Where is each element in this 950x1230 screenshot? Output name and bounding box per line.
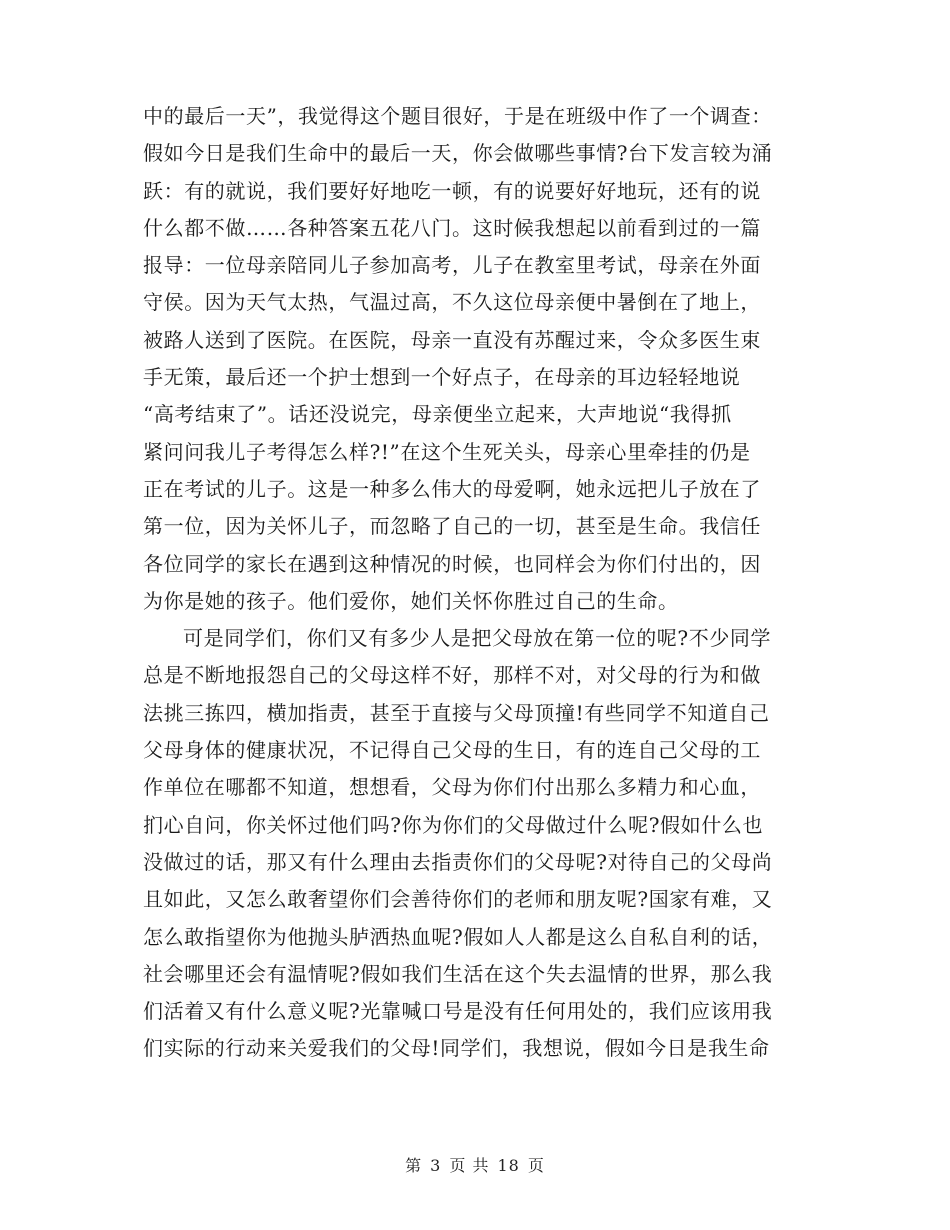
text-line: 假如今日是我们生命中的最后一天，你会做哪些事情?台下发言较为涌: [143, 141, 773, 166]
text-line: 且如此，又怎么敢奢望你们会善待你们的老师和朋友呢?国家有难，又: [143, 887, 773, 912]
paragraph-start-line: 可是同学们，你们又有多少人是把父母放在第一位的呢?不少同学: [183, 626, 772, 651]
text-line: 各位同学的家长在遇到这种情况的时候，也同样会为你们付出的，因: [143, 551, 761, 576]
document-body: [143, 98, 815, 1068]
text-line: 为你是她的孩子。他们爱你，她们关怀你胜过自己的生命。: [143, 588, 679, 613]
text-line: 紧问问我儿子考得怎么样?!”在这个生死关头，母亲心里牵挂的仍是: [143, 439, 751, 464]
text-line: 跃：有的就说，我们要好好地吃一顿，有的说要好好地玩，还有的说: [143, 178, 761, 203]
text-line: 扪心自问，你关怀过他们吗?你为你们的父母做过什么呢?假如什么也: [143, 812, 764, 837]
page-label-mid: 页 共: [449, 1156, 490, 1175]
text-line: 报导：一位母亲陪同儿子参加高考，儿子在教室里考试，母亲在外面: [143, 253, 761, 278]
text-line: 什么都不做……各种答案五花八门。这时候我想起以前看到过的一篇: [143, 215, 761, 240]
text-line: 被路人送到了医院。在医院，母亲一直没有苏醒过来，令众多医生束: [143, 327, 761, 352]
text-line: “高考结束了”。话还没说完，母亲便坐立起来，大声地说“我得抓: [143, 402, 732, 427]
text-line: 父母身体的健康状况，不记得自己父母的生日，有的连自己父母的工: [143, 738, 761, 763]
total-pages-number: 18: [497, 1156, 520, 1175]
text-line: 没做过的话，那又有什么理由去指责你们的父母呢?对待自己的父母尚: [143, 849, 773, 874]
text-line: 作单位在哪都不知道，想想看，父母为你们付出那么多精力和心血，: [143, 775, 761, 800]
page-label-suffix: 页: [527, 1156, 545, 1175]
text-line: 们活着又有什么意义呢?光靠喊口号是没有任何用处的，我们应该用我: [143, 999, 773, 1024]
text-line: 守侯。因为天气太热，气温过高，不久这位母亲便中暑倒在了地上，: [143, 290, 761, 315]
text-line: 法挑三拣四，横加指责，甚至于直接与父母顶撞!有些同学不知道自己: [143, 700, 770, 725]
text-line: 中的最后一天”，我觉得这个题目很好，于是在班级中作了一个调查：: [143, 104, 772, 128]
current-page-number: 3: [430, 1156, 442, 1175]
text-line: 们实际的行动来关爱我们的父母!同学们，我想说，假如今日是我生命: [143, 1036, 770, 1061]
text-line: 手无策，最后还一个护士想到一个好点子，在母亲的耳边轻轻地说: [143, 365, 741, 390]
text-line: 总是不断地报怨自己的父母这样不好，那样不对，对父母的行为和做: [143, 663, 761, 688]
text-line: 社会哪里还会有温情呢?假如我们生活在这个失去温情的世界，那么我: [143, 961, 773, 986]
page-footer: [0, 1153, 950, 1176]
page-label-prefix: 第: [405, 1156, 423, 1175]
text-line: 怎么敢指望你为他抛头胪洒热血呢?假如人人都是这么自私自利的话，: [143, 924, 773, 949]
text-line: 正在考试的儿子。这是一种多么伟大的母爱啊，她永远把儿子放在了: [143, 476, 761, 501]
text-line: 第一位，因为关怀儿子，而忽略了自己的一切，甚至是生命。我信任: [143, 514, 761, 539]
